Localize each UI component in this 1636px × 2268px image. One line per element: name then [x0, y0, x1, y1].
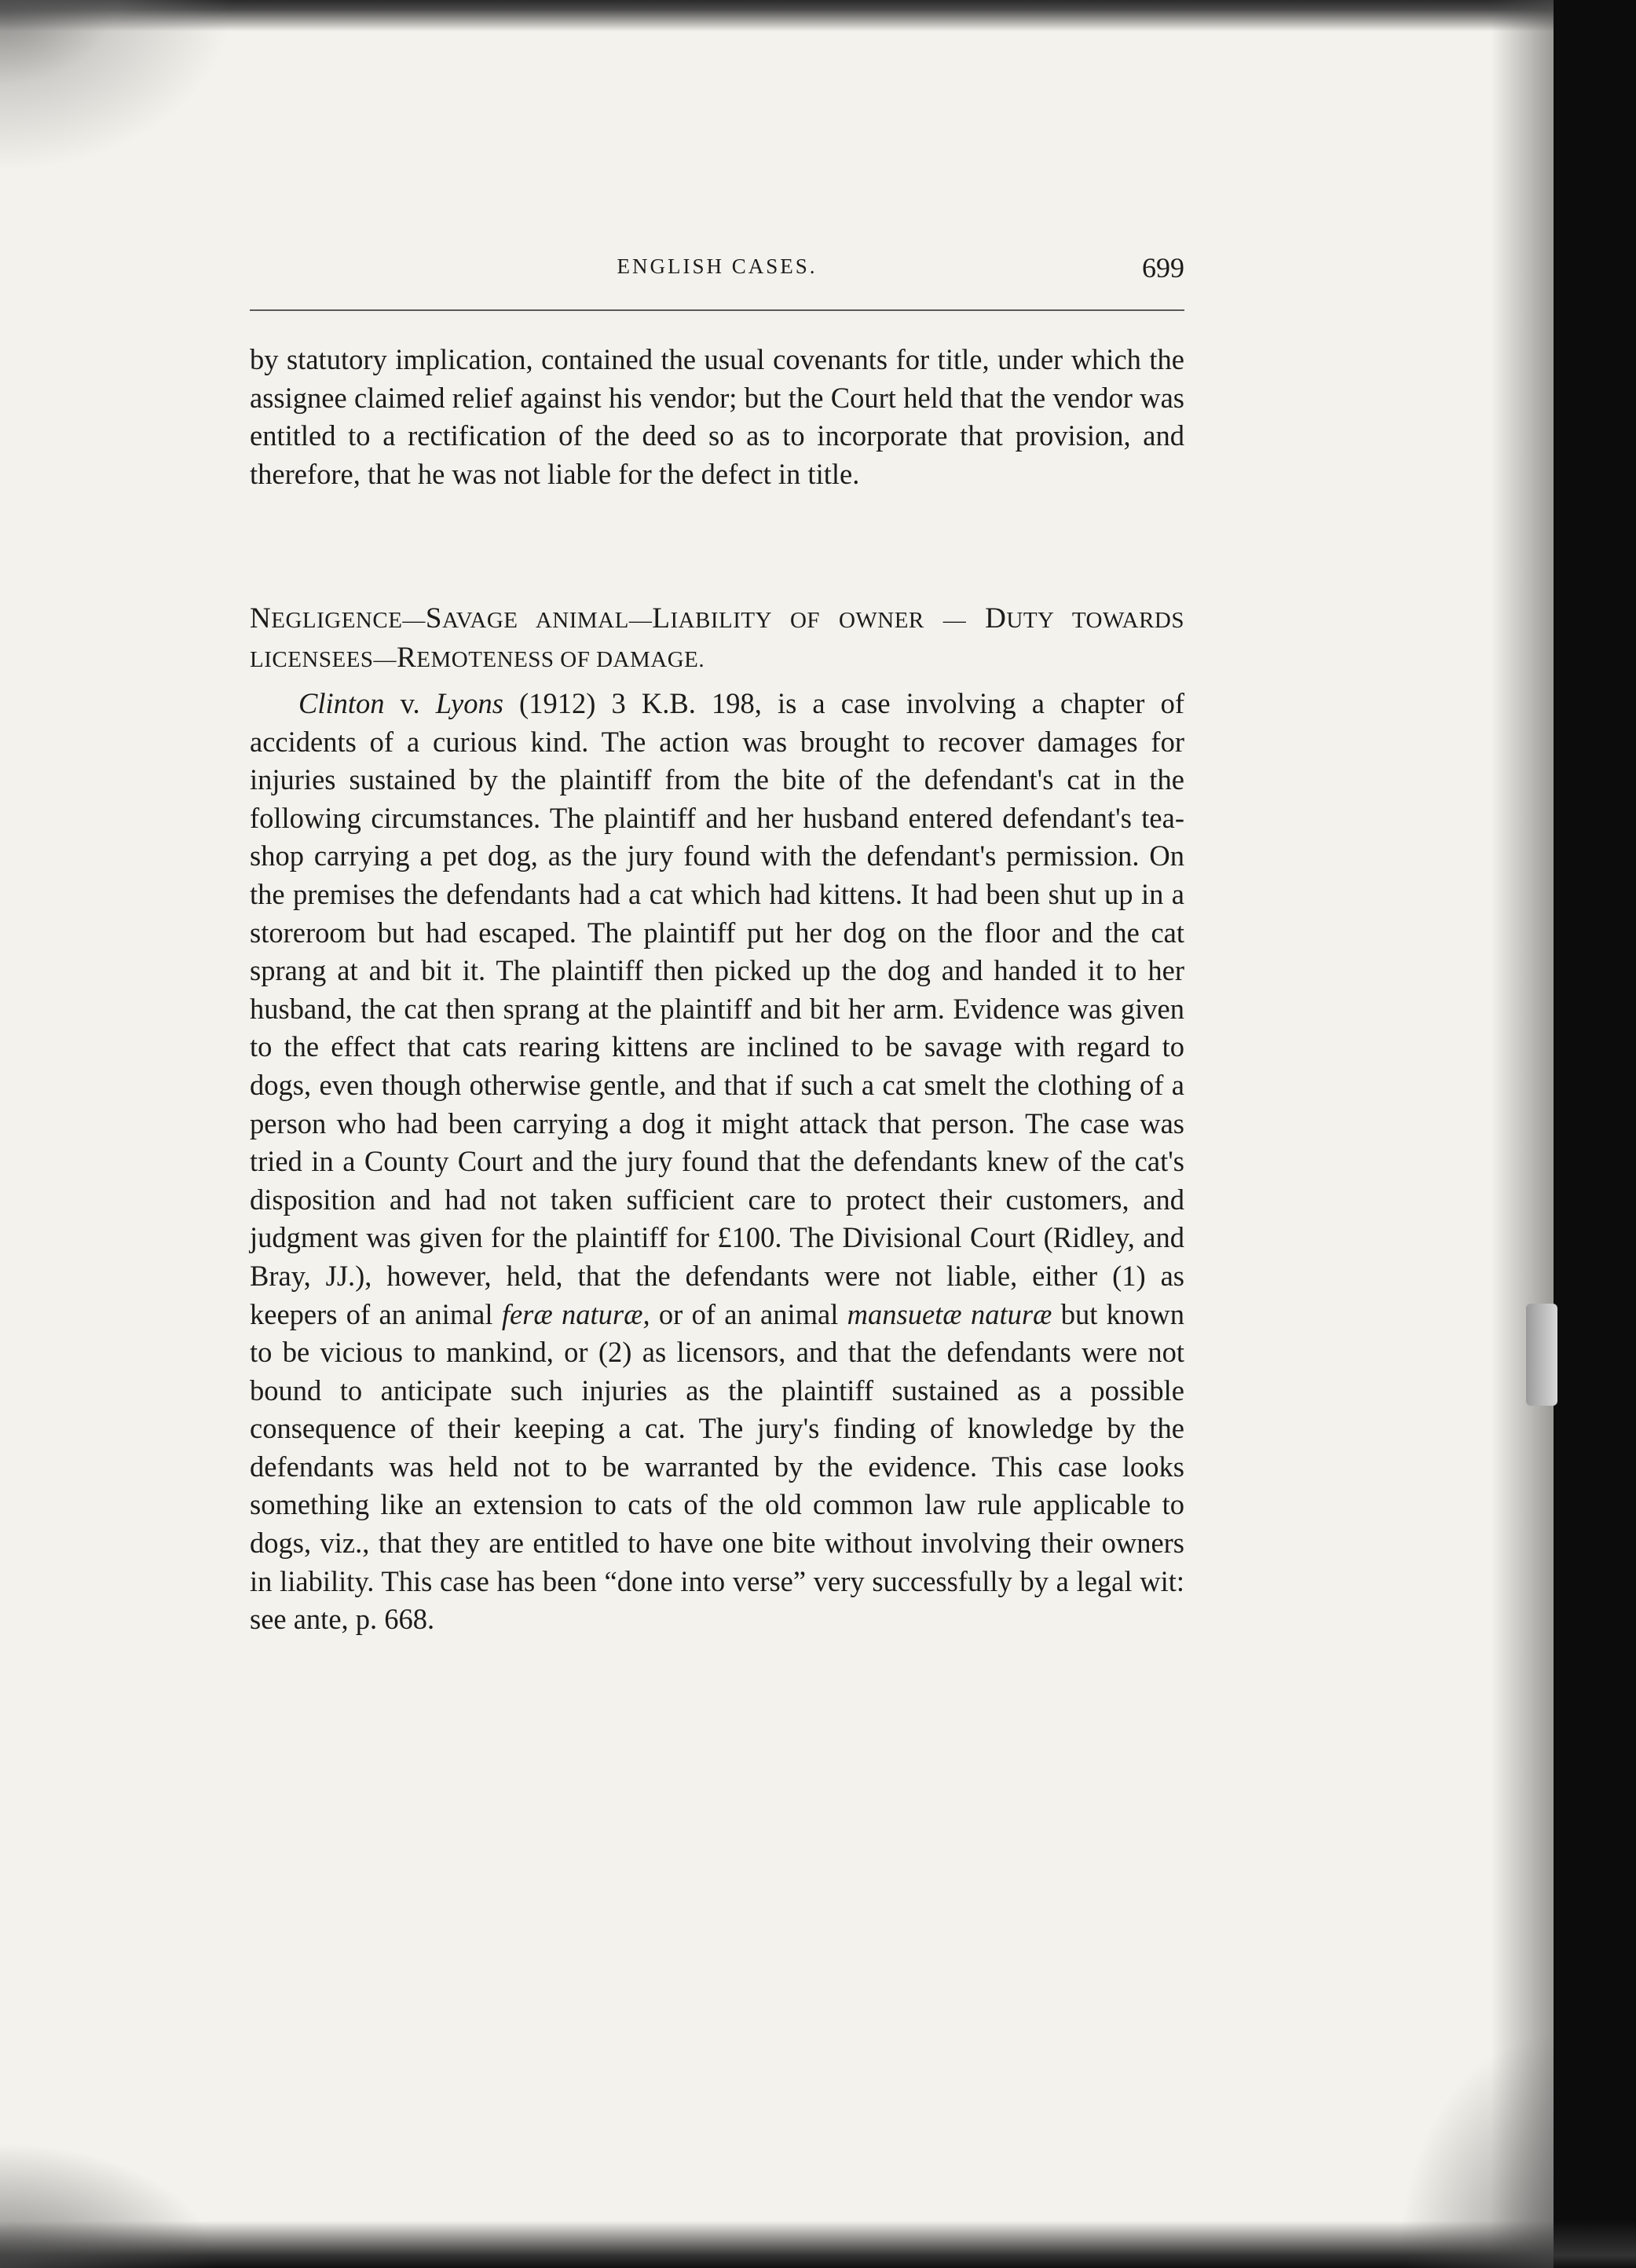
heading-cap-4: D [985, 602, 1007, 635]
opening-paragraph [250, 341, 1184, 493]
case-body-1: (1912) 3 K.B. 198, is a case involving a chapter of accidents of a curious kind. The action was brought to recover damages for injuries sustained by the plaintiff from the bite of the defendant's cat in the following circumstances. The plaintiff and her husband entered defendant's tea-shop carrying a pet dog, as the jury found with the defendant's permission. On the premises the defendants had a cat which had kittens. It had been shut up in a storeroom but had escaped. The plaintiff put her dog on the floor and the cat sprang at and bit it. The plaintiff then picked up the dog and handed it to her husband, the cat then sprang at the plaintiff and bit her arm. Evidence was given to the effect that cats rearing kittens are inclined to be savage with regard to dogs, even though otherwise gentle, and that if such a cat smelt the clothing of a person who had been carrying a dog it might attack that person. The case was tried in a County Court and the jury found that the defendants knew of the cat's disposition and had not taken sufficient care to protect their customers, and judgment was given for the plaintiff for £100. The Divisional Court (Ridley, and Bray, JJ.), however, held, that the defendants were not liable, either (1) as keepers of an animal [250, 687, 1184, 1330]
scan-noise-bottom-left [0, 2142, 220, 2268]
page-number: 699 [1142, 252, 1184, 284]
case-body-2: or of an animal [650, 1297, 847, 1330]
scan-right-border [1554, 0, 1636, 2268]
scan-bottom-edge [0, 2221, 1636, 2268]
case-defendant-name: Lyons [435, 687, 503, 719]
case-paragraph [250, 685, 1184, 1639]
heading-cap-3: L [652, 602, 671, 635]
heading-cap-5: R [397, 642, 417, 674]
case-versus: v. [384, 687, 436, 719]
scan-side-tab [1526, 1304, 1557, 1406]
case-paragraph-text [250, 685, 1184, 1639]
running-title: ENGLISH CASES. [617, 254, 818, 278]
heading-rest-3: IABILITY OF OWNER — [670, 608, 986, 633]
case-body-3: but known to be vicious to mankind, or (2) as licensors, and that the defendants were not bound to anticipate such injuries as the plaintiff sustained as a possible consequence of their keeping a cat. The jury's finding of knowledge by the defendants was held not to be warranted by the evidence. This case looks something like an extension to cats of the old common law rule applicable to dogs, viz., that they are entitled to have one bite without involving their owners in liability. This case has been “done into verse” very successfully by a legal wit: see ante, p. 668. [250, 1297, 1184, 1636]
latin-term-ferae: feræ naturæ, [501, 1297, 650, 1330]
heading-cap-1: N [250, 602, 272, 635]
section-heading [250, 600, 1184, 679]
header-rule [250, 309, 1184, 311]
scan-noise-top-left [0, 0, 236, 173]
heading-rest-1: EGLIGENCE— [271, 608, 426, 633]
scan-top-edge [0, 0, 1636, 31]
scan-right-shadow [1491, 0, 1554, 2268]
heading-rest-5: EMOTENESS OF DAMAGE. [416, 647, 705, 672]
heading-cap-2: S [425, 602, 442, 635]
scan-noise-bottom-right [1396, 2032, 1554, 2268]
latin-term-mansuetae: mansuetæ naturæ [847, 1297, 1052, 1330]
running-head [250, 251, 1184, 291]
opening-paragraph-text: by statutory implication, contained the usual covenants for title, under which the assignee claimed relief against his vendor; but the Court held that the vendor was entitled to a rectification of the deed so as to incorporate that provision, and therefore, that he was not liable for the defect in title. [250, 343, 1184, 490]
heading-rest-2: AVAGE ANIMAL— [442, 608, 653, 633]
case-plaintiff-name: Clinton [298, 687, 385, 719]
heading-rest-4: UTY TOWARDS LICENSEES— [250, 608, 1184, 672]
section-heading-text [250, 600, 1184, 679]
